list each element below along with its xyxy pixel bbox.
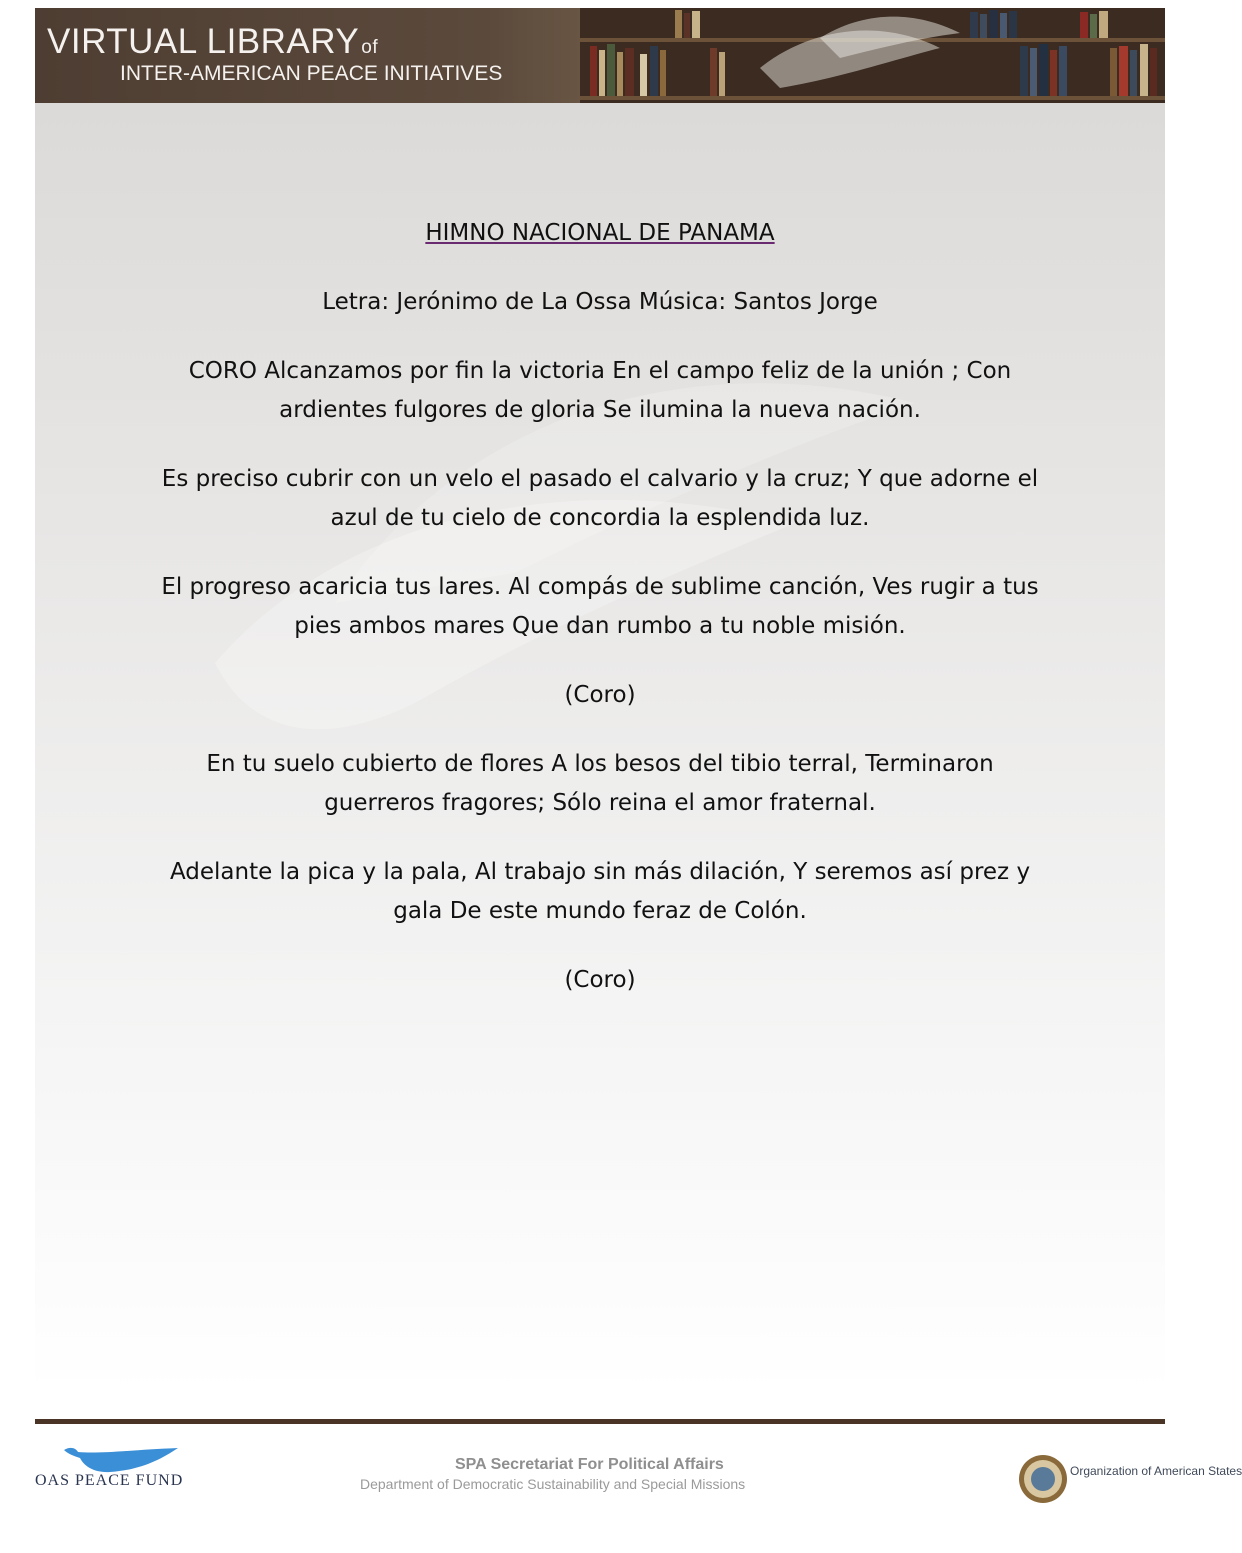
footer-divider: [35, 1419, 1165, 1424]
credits-line: Letra: Jerónimo de La Ossa Música: Santos Jorge: [322, 289, 878, 315]
footer: [35, 1440, 1242, 1492]
library-subtitle: INTER-AMERICAN PEACE INITIATIVES: [120, 62, 503, 85]
stanza: En tu suelo cubierto de flores A los besos del tibio terral, Terminaron guerreros fragores; Sólo reina el amor fraternal.: [206, 751, 994, 816]
library-title-of: of: [361, 37, 379, 58]
chorus-marker: (Coro): [564, 682, 636, 708]
chorus-marker: (Coro): [564, 967, 636, 993]
department-name: Department of Democratic Sustainability and Special Missions: [360, 1476, 746, 1492]
anthem-text: [150, 214, 1050, 1030]
stanza: CORO Alcanzamos por fin la victoria En el campo feliz de la unión ; Con ardientes fulgores de gloria Se ilumina la nueva nación.: [188, 358, 1012, 423]
fund-name: OAS PEACE FUND: [35, 1472, 184, 1489]
header-banner: [35, 8, 1165, 103]
stanza: Es preciso cubrir con un velo el pasado el calvario y la cruz; Y que adorne el azul de tu cielo de concordia la esplendida luz.: [161, 466, 1039, 531]
document-title: HIMNO NACIONAL DE PANAMA: [425, 220, 775, 246]
oas-seal-icon: [1018, 1454, 1068, 1504]
stanza: Adelante la pica y la pala, Al trabajo sin más dilación, Y seremos así prez y gala De este mundo feraz de Colón.: [169, 859, 1031, 924]
library-title: VIRTUAL LIBRARY of: [47, 22, 379, 61]
bookshelf-image: [580, 8, 1165, 103]
stanza: El progreso acaricia tus lares. Al compás de sublime canción, Ves rugir a tus pies ambos mares Que dan rumbo a tu noble misión.: [161, 574, 1039, 639]
secretariat-name: SPA Secretariat For Political Affairs: [455, 1456, 724, 1473]
org-name: Organization of American States: [1070, 1464, 1242, 1478]
